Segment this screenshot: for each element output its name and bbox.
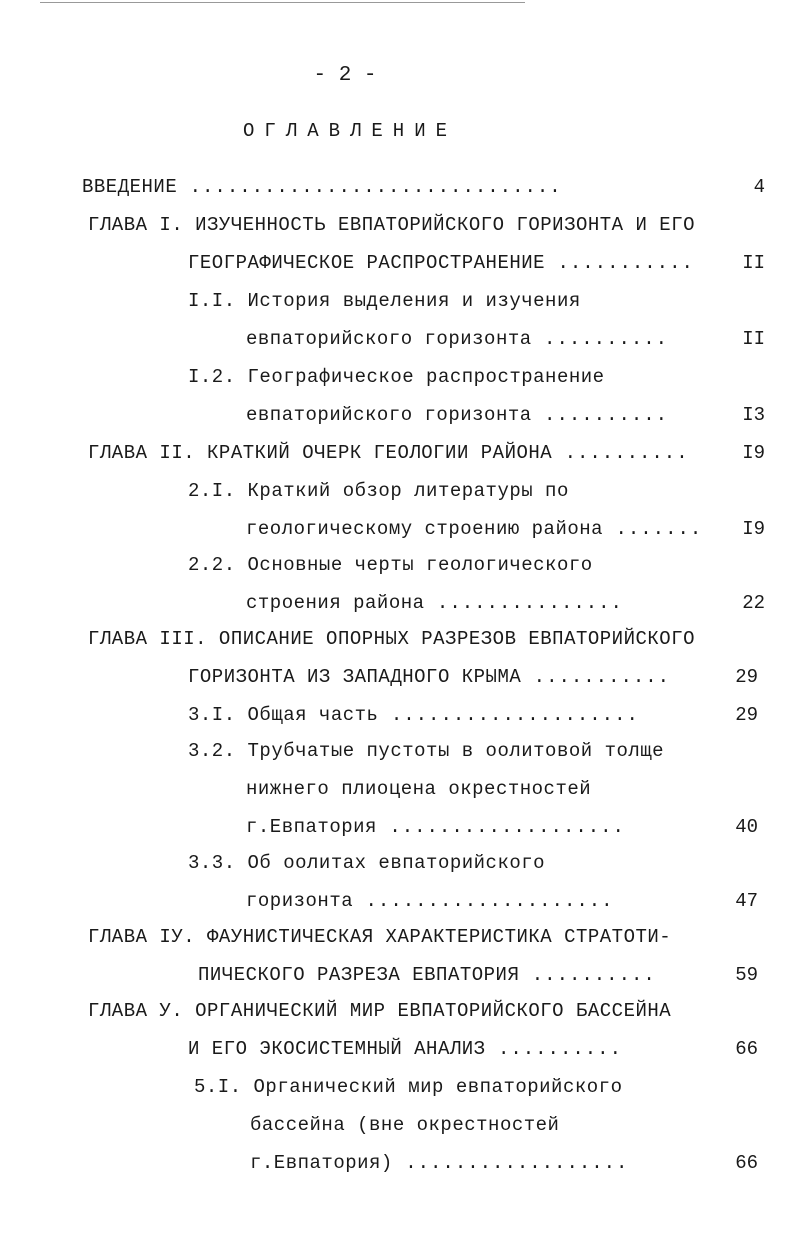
page-number: - 2 - [313,64,377,87]
toc-leader-dots: ....... [603,518,703,540]
toc-leader-dots: ........... [545,252,694,274]
toc-leader-dots: .......... [531,404,669,426]
toc-entry-text: г.Евпатория [246,816,377,838]
toc-page-number: 40 [735,816,758,838]
toc-page-number: I3 [742,404,765,426]
toc-page-number: 59 [735,964,758,986]
toc-entry-section-1-1: I.I. История выделения и изучения [188,290,581,312]
toc-entry-chapter-4: ГЛАВА IУ. ФАУНИСТИЧЕСКАЯ ХАРАКТЕРИСТИКА СТРАТОТИ- [88,926,672,948]
toc-entry-text: евпаторийского горизонта [246,328,532,350]
toc-entry-text: ГЕОГРАФИЧЕСКОЕ РАСПРОСТРАНЕНИЕ [188,252,546,274]
toc-entry-section-1-1-cont [246,328,668,350]
toc-entry-section-5-1-cont: бассейна (вне окрестностей [250,1114,560,1136]
toc-entry-text: И ЕГО ЭКОСИСТЕМНЫЙ АНАЛИЗ [188,1038,486,1060]
toc-entry-section-2-1-cont [246,518,702,540]
toc-entry-text: ГЛАВА II. КРАТКИЙ ОЧЕРК ГЕОЛОГИИ РАЙОНА [88,442,553,464]
toc-leader-dots: .......... [519,964,656,986]
toc-entry-section-3-3: 3.3. Об оолитах евпаторийского [188,852,546,874]
toc-entry-section-1-2-cont [246,404,668,426]
toc-leader-dots: .............................. [177,176,562,198]
toc-leader-dots: ............... [424,592,623,614]
toc-entry-chapter-3: ГЛАВА III. ОПИСАНИЕ ОПОРНЫХ РАЗРЕЗОВ ЕВПАТОРИЙСКОГО [88,628,695,650]
toc-entry-chapter-2 [88,442,689,464]
toc-entry-section-1-2: I.2. Географическое распространение [188,366,605,388]
toc-leader-dots: .................... [353,890,614,912]
toc-entry-introduction [82,176,562,198]
toc-entry-section-3-1 [188,704,639,726]
toc-entry-chapter-5: ГЛАВА У. ОРГАНИЧЕСКИЙ МИР ЕВПАТОРИЙСКОГО БАССЕЙНА [88,1000,672,1022]
toc-page-number: 47 [735,890,758,912]
toc-entry-chapter-3-cont [188,666,670,688]
toc-entry-text: горизонта [246,890,354,912]
toc-entry-text: г.Евпатория) [250,1152,393,1174]
toc-entry-chapter-5-cont [188,1038,622,1060]
toc-entry-section-5-1-cont2 [250,1152,628,1174]
toc-entry-text: ПИЧЕСКОГО РАЗРЕЗА ЕВПАТОРИЯ [198,964,520,986]
toc-entry-text: ВВЕДЕНИЕ [82,176,178,198]
toc-entry-section-3-2-cont2 [246,816,625,838]
toc-leader-dots: .......... [531,328,669,350]
toc-leader-dots: ................... [376,816,625,838]
toc-page-number: 4 [753,176,765,198]
toc-page-number: II [742,328,765,350]
toc-leader-dots: ........... [521,666,671,688]
toc-page-number: 22 [742,592,765,614]
toc-entry-section-5-1: 5.I. Органический мир евпаторийского [194,1076,623,1098]
toc-entry-text: ГОРИЗОНТА ИЗ ЗАПАДНОГО КРЫМА [188,666,522,688]
toc-leader-dots: .................. [392,1152,629,1174]
toc-page-number: II [742,252,765,274]
toc-page-number: I9 [742,518,765,540]
toc-entry-chapter-4-cont [198,964,656,986]
toc-leader-dots: .......... [552,442,689,464]
toc-entry-section-3-2: 3.2. Трубчатые пустоты в оолитовой толще [188,740,665,762]
toc-entry-section-2-2: 2.2. Основные черты геологического [188,554,593,576]
toc-page-number: 29 [735,704,758,726]
toc-page-number: I9 [742,442,765,464]
toc-title: ОГЛАВЛЕНИЕ [242,120,458,142]
toc-entry-text: 3.I. Общая часть [188,704,379,726]
toc-entry-section-2-1: 2.I. Краткий обзор литературы по [188,480,569,502]
top-rule [40,2,525,3]
toc-entry-section-3-2-cont: нижнего плиоцена окрестностей [246,778,592,800]
toc-entry-chapter-1-cont [188,252,694,274]
toc-entry-chapter-1: ГЛАВА I. ИЗУЧЕННОСТЬ ЕВПАТОРИЙСКОГО ГОРИЗОНТА И ЕГО [88,214,695,236]
toc-entry-section-2-2-cont [246,592,623,614]
toc-page-number: 29 [735,666,758,688]
toc-leader-dots: .......... [485,1038,622,1060]
toc-leader-dots: .................... [378,704,639,726]
toc-entry-text: строения района [246,592,425,614]
toc-entry-section-3-3-cont [246,890,614,912]
toc-page-number: 66 [735,1152,758,1174]
toc-page-number: 66 [735,1038,758,1060]
toc-entry-text: евпаторийского горизонта [246,404,532,426]
toc-entry-text: геологическому строению района [246,518,604,540]
